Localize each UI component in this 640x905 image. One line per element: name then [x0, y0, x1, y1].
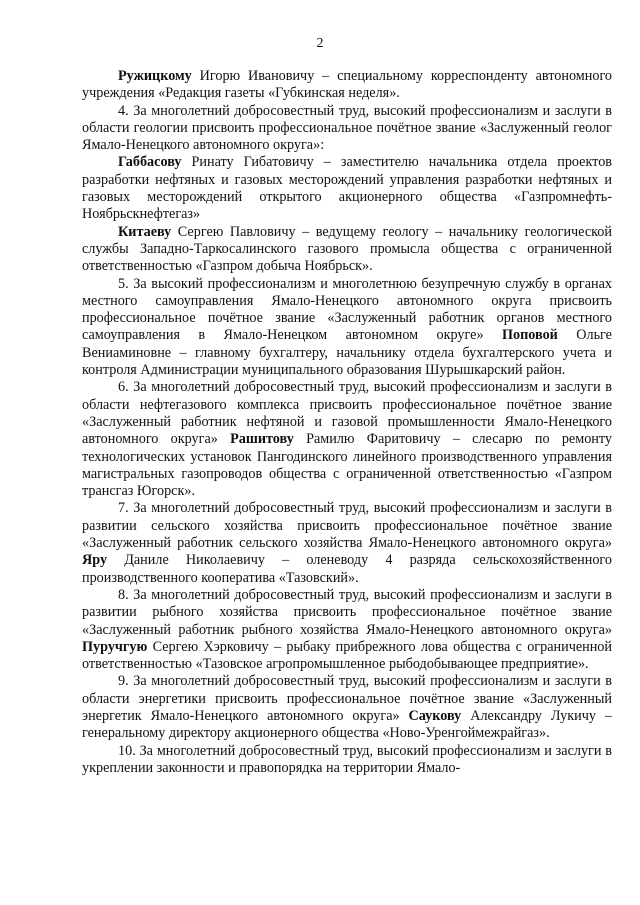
paragraph-text: 8. За многолетний добросовестный труд, высокий профессионализм и заслуги в развитии рыбного хозяйства присвоить профессиональное почётное звание «Заслуженный работник рыбного хозяйства Ямало-Ненецкого автономного округа»: [82, 586, 612, 638]
paragraph-text: Игорю Ивановичу – специальному корреспонденту автономного учреждения «Редакция газеты «Губкинская неделя».: [82, 68, 612, 102]
paragraph-text: 10. За многолетний добросовестный труд, высокий профессионализм и заслуги в укреплении законности и правопорядка на территории Ямало-: [82, 742, 612, 776]
paragraph-text: Ринату Гибатовичу – заместителю начальника отдела проектов разработки нефтяных и газовых месторождений управления разработки нефтяных и газовых месторождений открытого акционерного общества «Газпромнефть-Ноябрьскнефтегаз»: [82, 154, 612, 223]
paragraph-text-after: Сергею Хэрковичу – рыбаку прибрежного лова общества с ограниченной ответственностью «Тазовское агропромышленное рыбодобывающее предприятие».: [82, 638, 612, 673]
paragraph-item-10: [82, 743, 612, 778]
recipient-name: Китаеву: [118, 223, 172, 240]
paragraph-item-4: [82, 103, 612, 155]
recipient-name: Ружицкому: [118, 68, 192, 84]
paragraph-text-after: Рамилю Фаритовичу – слесарю по ремонту технологических установок Пангодинского линейного производственного управления магистральных газопроводов общества с ограниченной ответственностью «Газпром трансгаз Югорск».: [82, 431, 612, 500]
paragraph-gabbasov: [82, 154, 612, 223]
recipient-name: Саукову: [399, 707, 462, 724]
page-number: 2: [316, 36, 324, 51]
recipient-name: Яру: [82, 552, 108, 569]
recipient-name: Габбасову: [118, 154, 182, 171]
paragraph-item-8: [82, 587, 612, 673]
paragraph-kitaev: [82, 224, 612, 276]
recipient-name: Пуручгую: [82, 638, 148, 655]
paragraph-item-5: [82, 276, 612, 380]
recipient-name: Рашитову: [217, 431, 294, 448]
paragraph-item-6: [82, 379, 612, 500]
paragraph-text: 5. За высокий профессионализм и многолетнюю безупречную службу в органах местного самоуправления Ямало-Ненецкого автономного округа присвоить профессиональное почётное звание «Заслуженный работник органов местного самоуправления в Ямало-Ненецком автономном округе»: [82, 275, 612, 344]
paragraph-text: Сергею Павловичу – ведущему геологу – начальнику геологической службы Западно-Таркосалинского газового промысла общества с ограниченной ответственностью «Газпром добыча Ноябрьск».: [82, 223, 612, 275]
recipient-name: Поповой: [483, 327, 558, 344]
paragraph-text-after: Даниле Николаевичу – оленеводу 4 разряда сельскохозяйственного производственного кооператива «Тазовский».: [82, 552, 612, 586]
paragraph-text: 7. За многолетний добросовестный труд, высокий профессионализм и заслуги в развитии сельского хозяйства присвоить профессиональное почётное звание «Заслуженный работник сельского хозяйства Ямало-Ненецкого автономного округа»: [82, 500, 612, 552]
paragraph-text: 6. За многолетний добросовестный труд, высокий профессионализм и заслуги в области нефтегазового комплекса присвоить профессиональное почётное звание «Заслуженный работник нефтяной и газовой промышленности Ямало-Ненецкого автономного округа»: [82, 379, 612, 448]
paragraph-text-after: Ольге Вениаминовне – главному бухгалтеру, начальнику отдела бухгалтерского учета и контроля Администрации муниципального образования Шурышкарский район.: [82, 327, 612, 379]
paragraph-item-9: [82, 673, 612, 742]
document-body: [82, 68, 612, 777]
paragraph-item-7: [82, 500, 612, 586]
paragraph-ruzhitsky: [82, 68, 612, 103]
paragraph-text-after: Александру Лукичу – генеральному директору акционерного общества «Ново-Уренгоймежрайгаз».: [82, 707, 612, 742]
paragraph-text: 4. За многолетний добросовестный труд, высокий профессионализм и заслуги в области геологии присвоить профессиональное почётное звание «Заслуженный геолог Ямало-Ненецкого автономного округа»:: [82, 102, 612, 154]
paragraph-text: 9. За многолетний добросовестный труд, высокий профессионализм и заслуги в области энергетики присвоить профессиональное почётное звание «Заслуженный энергетик Ямало-Ненецкого автономного округа»: [82, 673, 612, 724]
